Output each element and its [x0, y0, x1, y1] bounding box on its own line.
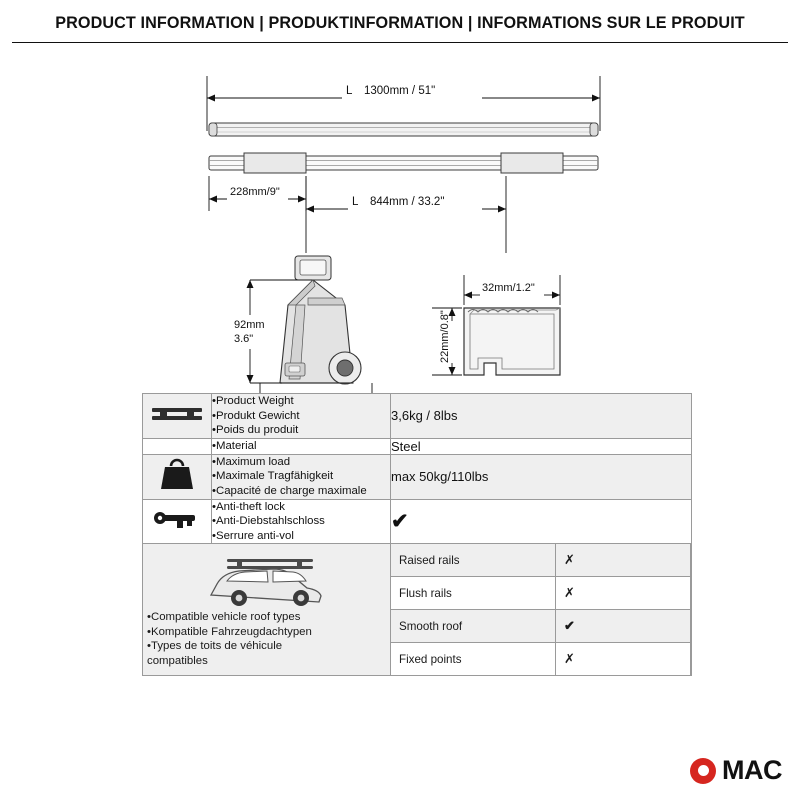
weight-icon — [143, 454, 212, 499]
anti-theft-label — [212, 499, 391, 544]
table-row-compatibility — [143, 544, 692, 676]
foot-height-value: 92mm — [234, 319, 265, 331]
foot-height-inch-value: 3.6" — [234, 333, 254, 345]
material-icon-placeholder — [143, 438, 212, 454]
label-line: •Anti-theft lock — [212, 500, 285, 513]
max-load-label — [212, 454, 391, 499]
roof-type-mark: ✗ — [556, 544, 691, 577]
table-row — [143, 454, 692, 499]
lock-key-icon — [143, 499, 212, 544]
profile-height-value: 22mm/0.8" — [439, 310, 451, 363]
label-line: •Poids du produit — [212, 424, 299, 437]
label-line: •Maximale Tragfähigkeit — [212, 470, 334, 483]
roof-type-mark: ✗ — [556, 643, 691, 676]
car-with-rack-icon — [143, 551, 390, 610]
bar-length-value: 1300mm / 51" — [364, 85, 436, 97]
table-row — [391, 643, 691, 676]
label-line: •Kompatible Fahrzeugdachtypen — [147, 625, 312, 638]
table-row — [391, 610, 691, 643]
label-line: •Produkt Gewicht — [212, 409, 300, 422]
profile-width-value: 32mm/1.2" — [482, 282, 535, 294]
span-dimension — [306, 176, 506, 253]
omac-logo-mark-inner — [698, 765, 709, 776]
omac-logo-mark-icon — [690, 758, 716, 784]
compatibility-options-cell — [391, 544, 692, 676]
material-label — [212, 438, 391, 454]
table-row — [143, 438, 692, 454]
label-line: •Types de toits de véhicule — [147, 640, 283, 653]
table-row — [391, 544, 691, 577]
crossbar-top-view — [209, 123, 598, 136]
omac-logo-text: MAC — [722, 755, 782, 785]
span-value: 844mm / 33.2" — [370, 196, 445, 208]
label-line: •Product Weight — [212, 395, 294, 407]
page-header — [12, 0, 788, 43]
product-weight-label — [212, 394, 391, 439]
foot-front-view — [280, 256, 361, 384]
table-row — [143, 394, 692, 439]
roof-type-table — [391, 544, 691, 675]
roof-type-mark: ✔ — [556, 610, 691, 643]
label-line: •Capacité de charge maximale — [212, 484, 367, 497]
foot-width-value: 104mm / 4" — [284, 392, 340, 404]
specifications-table — [142, 393, 692, 676]
roof-type-label: Flush rails — [391, 577, 556, 610]
end-offset-value: 228mm/9" — [230, 186, 280, 198]
label-line: •Material — [212, 439, 257, 452]
roof-type-mark: ✗ — [556, 577, 691, 610]
label-line: •Serrure anti-vol — [212, 529, 294, 542]
label-line: •Anti-Diebstahlschloss — [212, 515, 325, 528]
compatibility-label — [143, 610, 390, 668]
omac-logo — [690, 755, 782, 786]
material-value: Steel — [391, 438, 692, 454]
roof-type-label: Raised rails — [391, 544, 556, 577]
roof-type-label: Fixed points — [391, 643, 556, 676]
span-label: L — [352, 196, 359, 208]
compatibility-cell — [143, 544, 391, 676]
label-line: •Compatible vehicle roof types — [147, 611, 301, 624]
roof-rack-icon — [143, 394, 212, 439]
bar-length-label: L — [346, 85, 353, 97]
max-load-value: max 50kg/110lbs — [391, 454, 692, 499]
label-line: •Maximum load — [212, 455, 291, 468]
label-line: compatibles — [147, 654, 208, 667]
anti-theft-check: ✔ — [391, 509, 409, 533]
table-row — [143, 499, 692, 544]
roof-type-label: Smooth roof — [391, 610, 556, 643]
table-row — [391, 577, 691, 610]
crossbar-plan-view — [209, 153, 598, 173]
page-title: PRODUCT INFORMATION | PRODUKTINFORMATION | INFORMATIONS SUR LE PRODUIT — [55, 14, 745, 32]
product-weight-value: 3,6kg / 8lbs — [391, 394, 692, 439]
profile-cross-section — [464, 308, 560, 375]
